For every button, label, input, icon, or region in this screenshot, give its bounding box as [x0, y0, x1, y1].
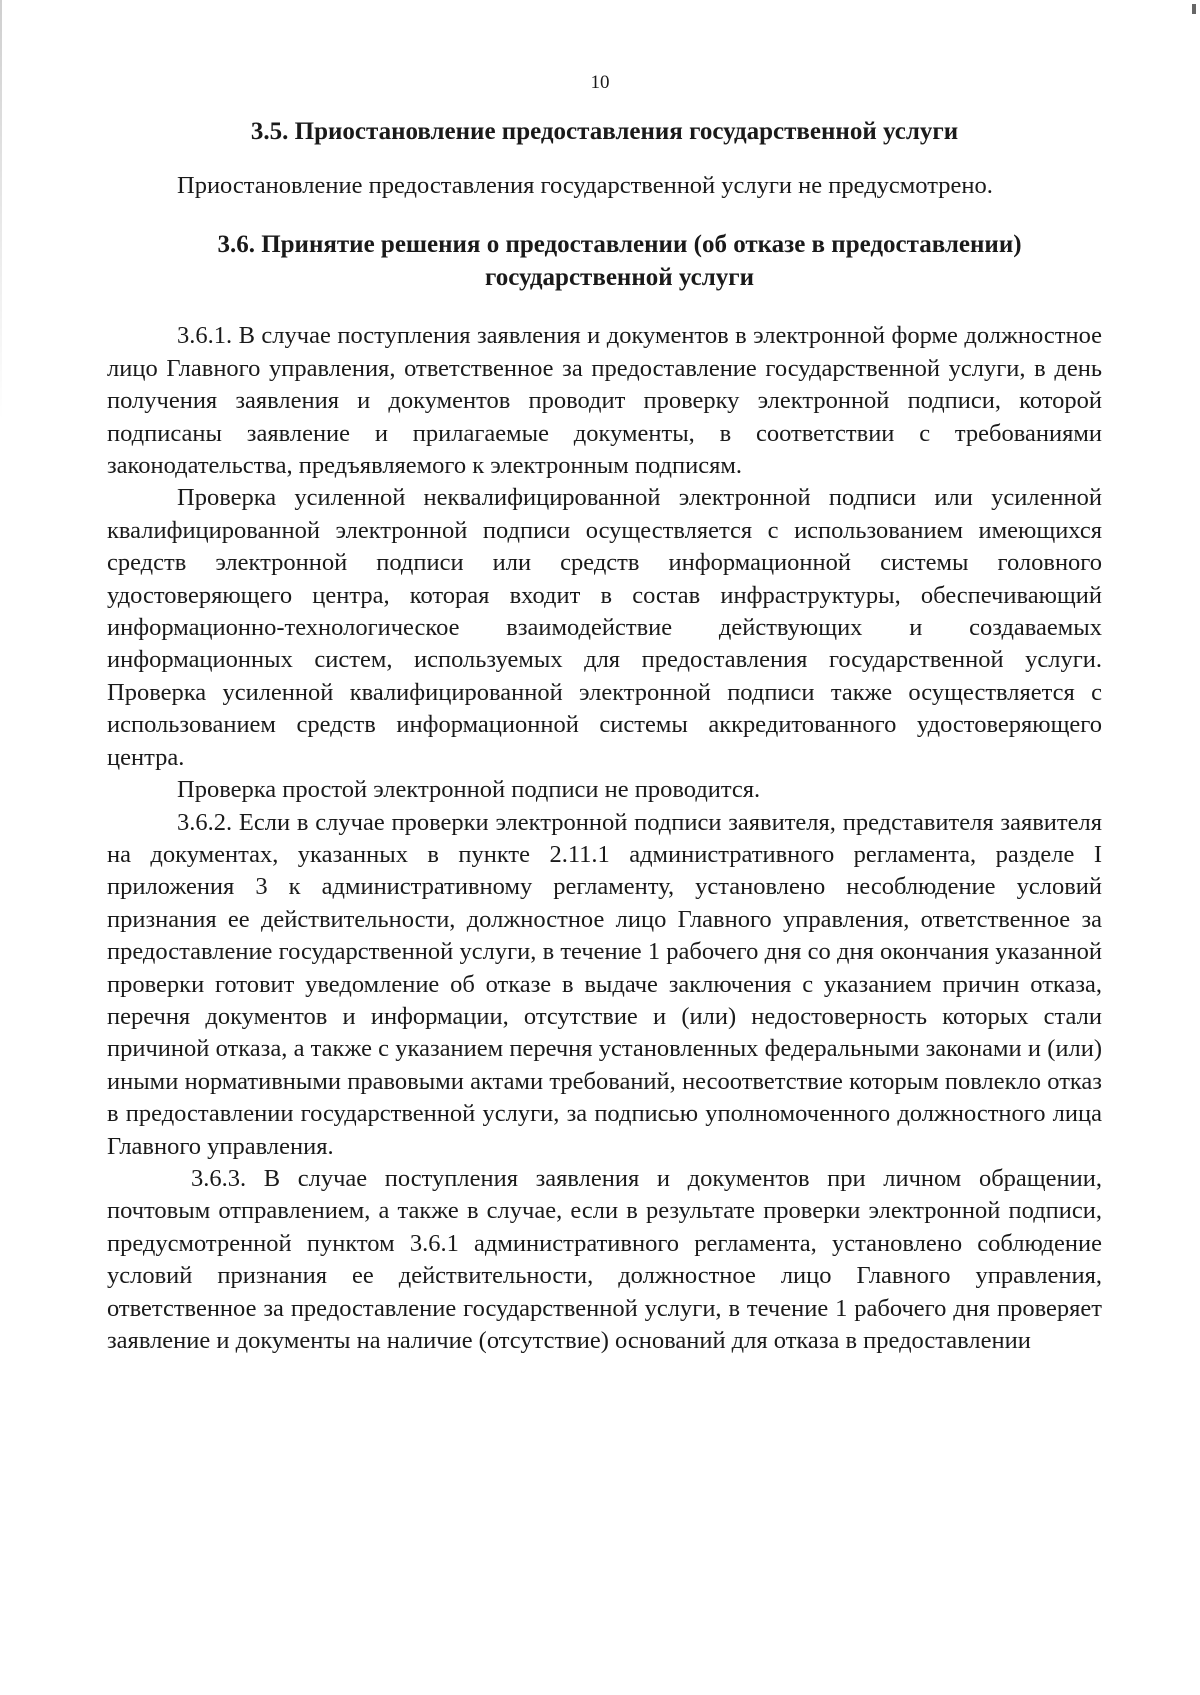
scan-corner-mark: [1192, 4, 1196, 14]
section-3-5-heading: 3.5. Приостановление предоставления государственной услуги: [250, 118, 959, 145]
page-number: 10: [590, 72, 610, 93]
paragraph-simple-signature: Проверка простой электронной подписи не проводится.: [177, 776, 761, 804]
paragraph-signature-verification: Проверка усиленной неквалифицированной электронной подписи или усиленной квалифицированной электронной подписи осуществляется с использованием имеющихся средств электронной подписи или средств информационной системы головного удостоверяющего центра, которая входит в состав инфраструктуры, обеспечивающий информационно-технологическое взаимодействие действующих и создаваемых информационных систем, используемых для предоставления государственной услуги. Проверка усиленной квалифицированной электронной подписи также осуществляется с использованием средств информационной системы аккредитованного удостоверяющего центра.: [107, 484, 1102, 771]
paragraph-3-6-1: 3.6.1. В случае поступления заявления и документов в электронной форме должностное лицо Главного управления, ответственное за предоставление государственной услуги, в день получения заявления и документов проводит проверку электронной подписи, которой подписаны заявление и прилагаемые документы, в соответствии с требованиями законодательства, предъявляемого к электронным подписям.: [107, 322, 1102, 480]
section-3-5-paragraph: Приостановление предоставления государственной услуги не предусмотрено.: [177, 172, 993, 199]
section-3-6-heading: [107, 228, 1102, 294]
scan-edge-shadow: [0, 0, 2, 420]
paragraph-3-6-3: 3.6.3. В случае поступления заявления и документов при личном обращении, почтовым отправлением, а также в случае, если в результате проверки электронной подписи, предусмотренной пунктом 3.6.1 административного регламента, установлено соблюдение условий признания ее действительности, должностное лицо Главного управления, ответственное за предоставление государственной услуги, в течение 1 рабочего дня проверяет заявление и документы на наличие (отсутствие) оснований для отказа в предоставлении: [107, 1164, 1102, 1354]
section-3-6-heading-line1: 3.6. Принятие решения о предоставлении (об отказе в предоставлении): [217, 231, 1022, 259]
document-body: [107, 115, 1102, 1357]
paragraph-3-6-2: 3.6.2. Если в случае проверки электронной подписи заявителя, представителя заявителя на документах, указанных в пункте 2.11.1 административного регламента, разделе I приложения 3 к административному регламенту, установлено несоблюдение условий признания ее действительности, должностное лицо Главного управления, ответственное за предоставление государственной услуги, в течение 1 рабочего дня со дня окончания указанной проверки готовит уведомление об отказе в выдаче заключения с указанием причин отказа, перечня документов и информации, отсутствие и (или) недостоверность которых стали причиной отказа, а также с указанием перечня установленных федеральными законами и (или) иными нормативными правовыми актами требований, несоответствие которым повлекло отказ в предоставлении государственной услуги, за подписью уполномоченного должностного лица Главного управления.: [107, 808, 1102, 1160]
section-3-6-heading-line2: государственной услуги: [484, 264, 755, 292]
